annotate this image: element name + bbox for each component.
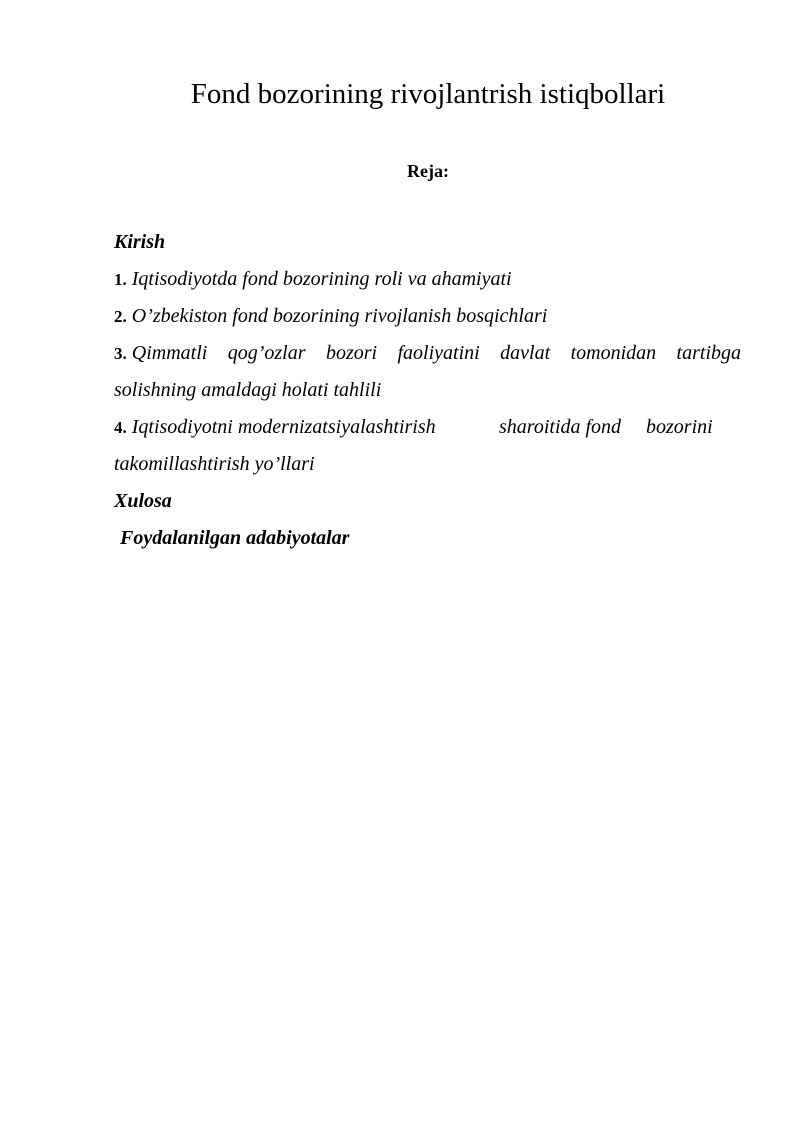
- toc-item-4-text-c: bozorini: [646, 416, 713, 438]
- toc-item-number: 1.: [114, 270, 127, 289]
- toc-references: Foydalanilgan adabiyotalar: [120, 527, 350, 549]
- toc-item-text: O’zbekiston fond bozorining rivojlanish bosqichlari: [131, 305, 548, 327]
- toc-item-3-word: davlat: [500, 342, 551, 364]
- toc-item-number: 2.: [114, 307, 127, 326]
- toc-item-4-line-2: takomillashtirish yo’llari: [114, 453, 315, 475]
- toc-item-3-line-2: solishning amaldagi holati tahlili: [114, 379, 382, 401]
- toc-item-3-word: faoliyatini: [397, 342, 480, 364]
- toc-item-4-text-b: sharoitida fond: [499, 416, 622, 438]
- plan-heading: Reja:: [407, 161, 449, 181]
- toc-item-3-first-word: 3. Qimmatli: [114, 342, 208, 364]
- toc-item-4-line-1: [114, 409, 741, 446]
- toc-item-2: [114, 298, 741, 335]
- toc-conclusion: Xulosa: [114, 490, 172, 512]
- toc-item-number: 4.: [114, 418, 127, 437]
- toc-item-3-word: tomonidan: [570, 342, 657, 364]
- toc-item-3-word: qog’ozlar: [227, 342, 306, 364]
- toc-item-text: Iqtisodiyotda fond bozorining roli va ahamiyati: [131, 268, 512, 290]
- toc-intro: Kirish: [114, 231, 166, 253]
- toc-item-number: 3.: [114, 344, 127, 363]
- toc-item-3-word: tartibga: [676, 342, 741, 364]
- document-title: Fond bozorining rivojlantrish istiqbollari: [190, 78, 666, 110]
- toc-item-3-line-1: [114, 335, 741, 372]
- toc-item-3-word: bozori: [325, 342, 378, 364]
- table-of-contents: [114, 224, 741, 557]
- toc-item-1: [114, 261, 741, 298]
- toc-item-4-text-a: Iqtisodiyotni modernizatsiyalashtirish: [131, 416, 436, 438]
